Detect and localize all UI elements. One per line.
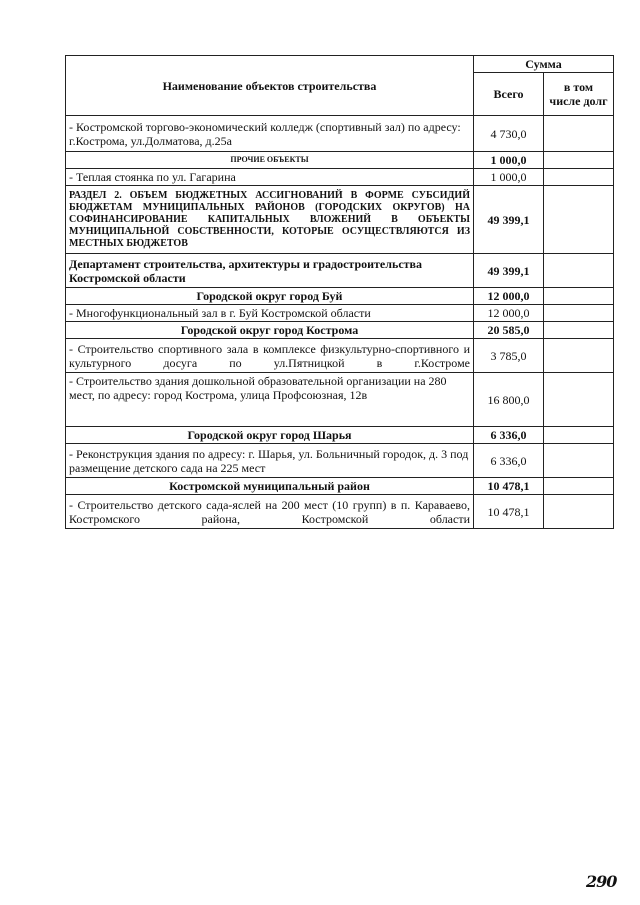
row-total: 6 336,0 xyxy=(474,427,544,444)
row-total: 10 478,1 xyxy=(474,478,544,495)
row-name: Городской округ город Кострома xyxy=(66,322,474,339)
row-name: - Строительство детского сада-яслей на 200 мест (10 групп) в п. Караваево, Костромского района, Костромской области xyxy=(66,495,474,529)
row-debt xyxy=(544,322,614,339)
table-row xyxy=(66,495,614,529)
row-total: 3 785,0 xyxy=(474,339,544,373)
table-row xyxy=(66,254,614,288)
row-debt xyxy=(544,169,614,186)
header-total: Всего xyxy=(474,73,544,116)
row-total: 49 399,1 xyxy=(474,254,544,288)
row-debt xyxy=(544,186,614,254)
row-name: Городской округ город Буй xyxy=(66,288,474,305)
table-row xyxy=(66,339,614,373)
row-total: 10 478,1 xyxy=(474,495,544,529)
row-total: 6 336,0 xyxy=(474,444,544,478)
row-debt xyxy=(544,444,614,478)
row-name: Департамент строительства, архитектуры и градостроительства Костромской области xyxy=(66,254,474,288)
row-debt xyxy=(544,152,614,169)
table-row xyxy=(66,373,614,427)
table-row xyxy=(66,427,614,444)
table-row xyxy=(66,444,614,478)
row-total: 1 000,0 xyxy=(474,169,544,186)
row-name: - Теплая стоянка по ул. Гагарина xyxy=(66,169,474,186)
table-header-row xyxy=(66,56,614,73)
row-debt xyxy=(544,478,614,495)
table-row xyxy=(66,288,614,305)
header-sum: Сумма xyxy=(474,56,614,73)
row-debt xyxy=(544,254,614,288)
row-debt xyxy=(544,427,614,444)
header-name: Наименование объектов строительства xyxy=(66,56,474,116)
row-debt xyxy=(544,373,614,427)
row-debt xyxy=(544,495,614,529)
table-row xyxy=(66,322,614,339)
row-debt xyxy=(544,339,614,373)
row-total: 4 730,0 xyxy=(474,116,544,152)
row-total: 12 000,0 xyxy=(474,305,544,322)
row-name: - Строительство здания дошкольной образовательной организации на 280 мест, по адресу: город Кострома, улица Профсоюзная, 12в xyxy=(66,373,474,427)
row-total: 49 399,1 xyxy=(474,186,544,254)
table-row xyxy=(66,186,614,254)
row-debt xyxy=(544,288,614,305)
budget-table xyxy=(65,55,614,529)
row-name: РАЗДЕЛ 2. ОБЪЕМ БЮДЖЕТНЫХ АССИГНОВАНИЙ В ФОРМЕ СУБСИДИЙ БЮДЖЕТАМ МУНИЦИПАЛЬНЫХ РАЙОНОВ (ГОРОДСКИХ ОКРУГОВ) НА СОФИНАНСИРОВАНИЕ КАПИТАЛЬНЫХ ВЛОЖЕНИЙ В ОБЪЕКТЫ МУНИЦИПАЛЬНОЙ СОБСТВЕННОСТИ, КОТОРЫЕ ОСУЩЕСТВЛЯЮТСЯ ИЗ МЕСТНЫХ БЮДЖЕТОВ xyxy=(66,186,474,254)
table-row xyxy=(66,478,614,495)
row-total: 12 000,0 xyxy=(474,288,544,305)
table-row xyxy=(66,305,614,322)
row-debt xyxy=(544,305,614,322)
table-row xyxy=(66,169,614,186)
row-name: - Строительство спортивного зала в комплексе физкультурно-спортивного и культурного досуга по ул.Пятницкой в г.Костроме xyxy=(66,339,474,373)
row-name: Городской округ город Шарья xyxy=(66,427,474,444)
row-name: - Реконструкция здания по адресу: г. Шарья, ул. Больничный городок, д. 3 под размещение детского сада на 225 мест xyxy=(66,444,474,478)
row-name: - Многофункциональный зал в г. Буй Костромской области xyxy=(66,305,474,322)
table-row xyxy=(66,116,614,152)
row-name: Костромской муниципальный район xyxy=(66,478,474,495)
header-debt: в том числе долг xyxy=(544,73,614,116)
row-name: ПРОЧИЕ ОБЪЕКТЫ xyxy=(66,152,474,169)
row-total: 16 800,0 xyxy=(474,373,544,427)
row-total: 20 585,0 xyxy=(474,322,544,339)
row-name: - Костромской торгово-экономический колледж (спортивный зал) по адресу: г.Кострома, ул.Долматова, д.25а xyxy=(66,116,474,152)
row-debt xyxy=(544,116,614,152)
row-total: 1 000,0 xyxy=(474,152,544,169)
page-number: 290 xyxy=(586,872,617,891)
table-row xyxy=(66,152,614,169)
